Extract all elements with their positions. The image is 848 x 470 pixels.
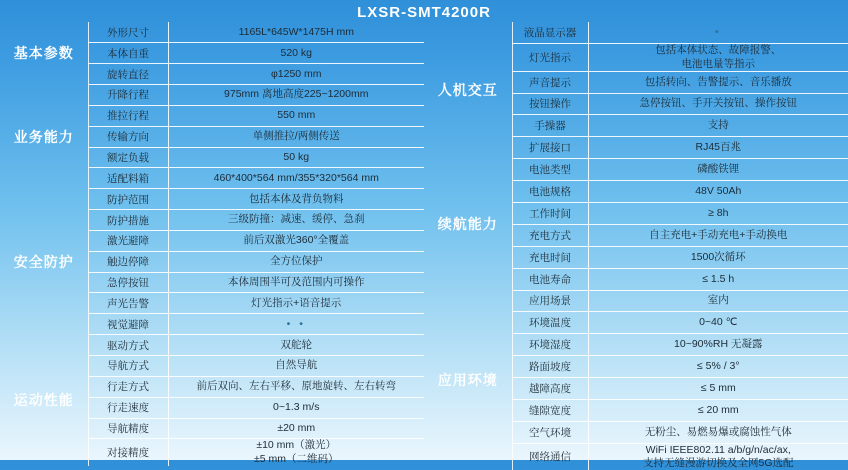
- spec-value: 无粉尘、易燃易爆或腐蚀性气体: [588, 421, 848, 443]
- spec-label: 工作时间: [512, 202, 588, 224]
- spec-value: 前后双向、左右平移、原地旋转、左右转弯: [168, 376, 424, 397]
- spec-label: 声光告警: [88, 293, 168, 314]
- spec-label: 外形尺寸: [88, 22, 168, 43]
- spec-value: 急停按钮、手开关按钮、操作按钮: [588, 93, 848, 115]
- spec-value: 50 kg: [168, 147, 424, 168]
- spec-group-label: 基本参数: [0, 22, 88, 85]
- spec-label: 环境湿度: [512, 334, 588, 356]
- spec-value: ≥ 8h: [588, 202, 848, 224]
- spec-label: 额定负载: [88, 147, 168, 168]
- spec-value: 0~1.3 m/s: [168, 397, 424, 418]
- spec-label: 导航精度: [88, 418, 168, 439]
- spec-label: 手操器: [512, 115, 588, 137]
- table-row: [424, 22, 848, 44]
- spec-value: 室内: [588, 290, 848, 312]
- spec-value: 支持: [588, 115, 848, 137]
- spec-label: 防护措施: [88, 210, 168, 231]
- spec-value: 975mm 离地高度225~1200mm: [168, 85, 424, 106]
- page-title: LXSR-SMT4200R: [357, 4, 491, 21]
- spec-label: 越障高度: [512, 378, 588, 400]
- spec-value: 单侧推拉/两侧传送: [168, 126, 424, 147]
- spec-group-label: 应用环境: [424, 290, 512, 470]
- spec-label: 导航方式: [88, 356, 168, 377]
- left-spec-table: [0, 22, 424, 466]
- spec-label: 路面坡度: [512, 356, 588, 378]
- spec-value: 三级防撞：减速、缓停、急刹: [168, 210, 424, 231]
- table-row: [0, 335, 424, 356]
- spec-value: 1500次循环: [588, 246, 848, 268]
- spec-value: 双舵轮: [168, 335, 424, 356]
- spec-value: ≤ 5% / 3°: [588, 356, 848, 378]
- spec-label: 液晶显示器: [512, 22, 588, 44]
- right-spec-column: [424, 22, 848, 469]
- spec-group-label: 安全防护: [0, 189, 88, 335]
- spec-value: 自主充电+手动充电+手动换电: [588, 224, 848, 246]
- spec-label: 行走速度: [88, 397, 168, 418]
- spec-value: 前后双激光360°全覆盖: [168, 230, 424, 251]
- spec-value: 10~90%RH 无凝露: [588, 334, 848, 356]
- spec-value: ≤ 20 mm: [588, 400, 848, 422]
- spec-value: 1165L*645W*1475H mm: [168, 22, 424, 43]
- spec-value: 550 mm: [168, 105, 424, 126]
- spec-value: 520 kg: [168, 43, 424, 64]
- spec-value: 48V 50Ah: [588, 181, 848, 203]
- spec-label: 触边停障: [88, 251, 168, 272]
- spec-label: 行走方式: [88, 376, 168, 397]
- spec-label: 急停按钮: [88, 272, 168, 293]
- spec-label: 旋转直径: [88, 64, 168, 85]
- spec-label: 缝隙宽度: [512, 400, 588, 422]
- spec-group-label: 运动性能: [0, 335, 88, 466]
- spec-group-label: 人机交互: [424, 22, 512, 159]
- spec-label: 声音提示: [512, 71, 588, 93]
- spec-label: 传输方向: [88, 126, 168, 147]
- spec-value: WiFi IEEE802.11 a/b/g/n/ac/ax, 支持无缝漫游切换及全网5G选配: [642, 443, 794, 469]
- spec-value: •: [588, 22, 848, 44]
- spec-group-label: 续航能力: [424, 159, 512, 290]
- spec-value: 自然导航: [168, 356, 424, 377]
- spec-label: 网络通信: [512, 443, 588, 470]
- spec-value: 本体周围半可及范围内可操作: [168, 272, 424, 293]
- spec-label: 本体自重: [88, 43, 168, 64]
- table-row: [0, 189, 424, 210]
- spec-columns: [0, 22, 848, 469]
- spec-label: 灯光指示: [512, 44, 588, 71]
- spec-value: 包括本体状态、故障报警、 电池电量等指示: [588, 44, 848, 71]
- spec-label: 电池寿命: [512, 268, 588, 290]
- spec-label: 环境温度: [512, 312, 588, 334]
- spec-value: 全方位保护: [168, 251, 424, 272]
- spec-value: 包括本体及背负物料: [168, 189, 424, 210]
- spec-label: 推拉行程: [88, 105, 168, 126]
- spec-label: 扩展接口: [512, 137, 588, 159]
- spec-value: ±10 mm（激光） ±5 mm（二维码）: [253, 439, 339, 465]
- spec-label: 应用场景: [512, 290, 588, 312]
- table-row: [0, 85, 424, 106]
- spec-label: 充电时间: [512, 246, 588, 268]
- spec-label: 对接精度: [88, 439, 168, 466]
- spec-value: ≤ 5 mm: [588, 378, 848, 400]
- spec-label: 激光避障: [88, 230, 168, 251]
- spec-value: 0~40 ℃: [588, 312, 848, 334]
- spec-value: 磷酸铁锂: [588, 159, 848, 181]
- right-spec-table: [424, 22, 848, 470]
- spec-value: 包括转向、告警提示、音乐播放: [588, 71, 848, 93]
- spec-value: • •: [168, 314, 424, 335]
- spec-label: 驱动方式: [88, 335, 168, 356]
- table-row: [0, 22, 424, 43]
- left-spec-column: [0, 22, 424, 465]
- spec-value: 460*400*564 mm/355*320*564 mm: [168, 168, 424, 189]
- spec-value: ≤ 1.5 h: [588, 268, 848, 290]
- spec-value: 灯光指示+语音提示: [168, 293, 424, 314]
- spec-value: ±20 mm: [168, 418, 424, 439]
- spec-label: 按钮操作: [512, 93, 588, 115]
- spec-value: RJ45百兆: [588, 137, 848, 159]
- spec-label: 适配料箱: [88, 168, 168, 189]
- spec-label: 电池类型: [512, 159, 588, 181]
- spec-label: 防护范围: [88, 189, 168, 210]
- spec-label: 空气环境: [512, 421, 588, 443]
- spec-label: 视觉避障: [88, 314, 168, 335]
- spec-value: φ1250 mm: [168, 64, 424, 85]
- table-row: [424, 159, 848, 181]
- table-row: [424, 290, 848, 312]
- spec-label: 电池规格: [512, 181, 588, 203]
- spec-label: 充电方式: [512, 224, 588, 246]
- spec-group-label: 业务能力: [0, 85, 88, 189]
- spec-label: 升降行程: [88, 85, 168, 106]
